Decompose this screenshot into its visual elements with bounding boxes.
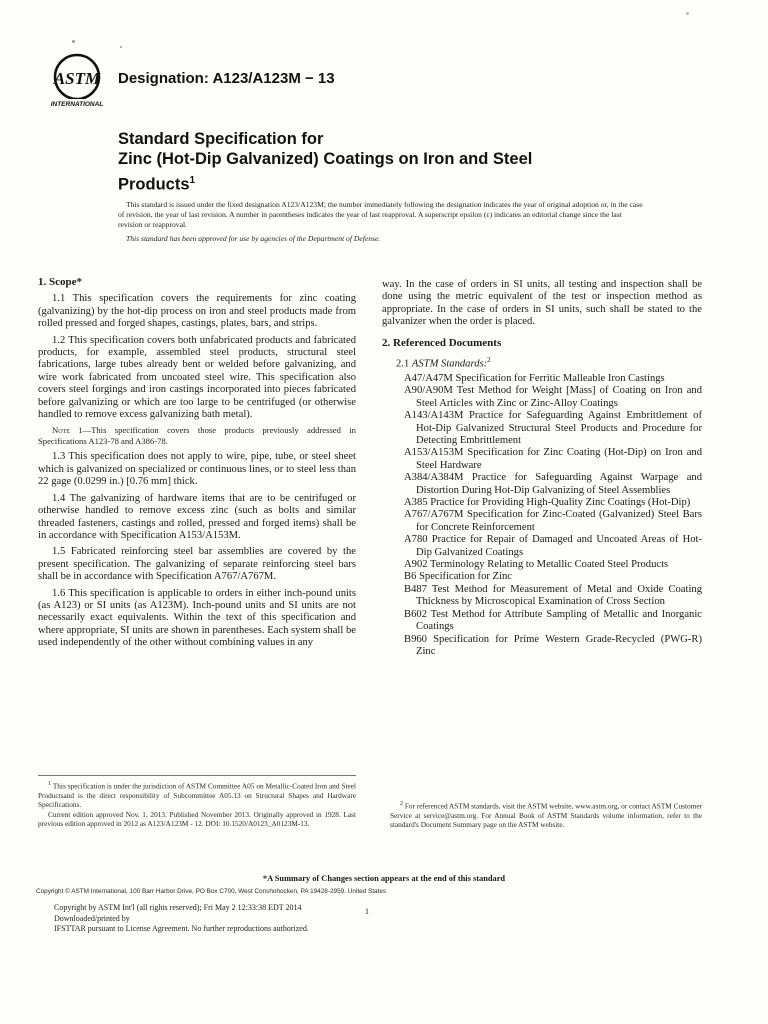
reference-item: A384/A384M Practice for Safeguarding Against Warpage and Distortion During Hot-Dip Galvanizing of Steel Assemblies — [404, 472, 702, 496]
scan-speck — [72, 40, 75, 43]
note-1-text: —This specification covers those products previously addressed in Specifications A123-78 and A386-78. — [38, 425, 356, 446]
reference-item: A47/A47M Specification for Ferritic Malleable Iron Castings — [404, 372, 665, 384]
reference-item: A767/A767M Specification for Zinc-Coated (Galvanized) Steel Bars for Concrete Reinforcement — [404, 509, 702, 533]
document-title — [118, 130, 678, 196]
download-stamp — [54, 903, 554, 935]
reference-item: A902 Terminology Relating to Metallic Coated Steel Products — [404, 559, 669, 571]
download-line-2: Downloaded/printed by — [54, 913, 130, 923]
reference-item: A90/A90M Test Method for Weight [Mass] of Coating on Iron and Steel Articles with Zinc or Zinc-Alloy Coatings — [404, 385, 702, 409]
reference-item: A143/A143M Practice for Safeguarding Against Embrittlement of Hot-Dip Galvanized Structural Steel Products and Procedure for Detecting Embrittlement — [404, 410, 702, 446]
summary-of-changes-notice: *A Summary of Changes section appears at the end of this standard — [262, 874, 506, 883]
paragraph-1-6-continued: way. In the case of orders in SI units, all testing and inspection shall be done using the metric equivalent of the test or inspection method as appropriate. In the case of orders in SI units, such shall be stated to the galvanizer when the order is placed. — [382, 279, 702, 328]
download-line-1: Copyright by ASTM Int'l (all rights reserved); Fri May 2 12:33:38 EDT 2014 — [54, 903, 302, 912]
logo-subtext: INTERNATIONAL — [50, 101, 104, 108]
paragraph-1-3: 1.3 This specification does not apply to wire, pipe, tube, or steel sheet which is galvanized on specialized or continuous lines, or to steel less than 22 gage (0.0299 in.) [0.76 mm] thick. — [38, 451, 356, 488]
approval-note: This standard has been approved for use by agencies of the Department of Defense. — [126, 234, 381, 243]
logo-text: ASTM — [53, 69, 101, 88]
designation: Designation: A123/A123M − 13 — [118, 70, 335, 87]
title-line-3 — [118, 170, 678, 196]
note-1-label: Note 1 — [52, 425, 83, 436]
subsection-label: ASTM Standards: — [411, 358, 488, 370]
download-line-3: IFSTTAR pursuant to License Agreement. No further reproductions authorized. — [54, 924, 309, 933]
right-column — [382, 279, 702, 658]
footnote-2-body: For referenced ASTM standards, visit the ASTM website, www.astm.org, or contact ASTM Customer Service at service@astm.org. For Annual Book of ASTM Standards volume information, refer to the standard's Document Summary page on the ASTM website. — [390, 801, 702, 830]
scan-speck — [686, 12, 689, 15]
footnote-2-text: $^2$ For referenced ASTM standards, visit the ASTM website, www.astm.org, or contact ASTM Customer Service at service@astm.org. For Annual Book of ASTM Standards volume information, refer to the standard's Document Summary page on the ASTM website. — [390, 801, 702, 830]
reference-item: A780 Practice for Repair of Damaged and Uncoated Areas of Hot-Dip Galvanized Coatings — [404, 534, 702, 558]
reference-item: A385 Practice for Providing High-Quality Zinc Coatings (Hot-Dip) — [404, 497, 691, 509]
subsection-footnote-mark: 2 — [487, 356, 491, 365]
title-line-3-text: Products — [118, 175, 190, 194]
issue-note: This standard is issued under the fixed designation A123/A123M; the number immediately following the designation indicates the year of original adoption or, in the case of revision, the year of last revision. A number in parentheses indicates the year of last reapproval. A superscript epsilon (ε) indicates an editorial change since the last revision or reapproval. — [118, 200, 643, 229]
title-line-2: Zinc (Hot-Dip Galvanized) Coatings on Iron and Steel — [118, 150, 533, 168]
reference-item: B960 Specification for Prime Western Grade-Recycled (PWG-R) Zinc — [404, 633, 702, 657]
paragraph-1-2: 1.2 This specification covers both unfabricated products and fabricated products, for example, assembled steel products, structural steel fabrications, large tubes already bent or welded before galvanizing, and wire work fabricated from uncoated steel wire. This specification also covers steel forgings and iron castings incorporated into pieces fabricated before galvanizing or which are too large to be centrifuged (or otherwise handled to remove excess galvanizing bath metal). — [38, 334, 356, 421]
title-line-1: Standard Specification for — [118, 130, 324, 148]
footnote-2 — [390, 800, 702, 830]
issue-statement — [118, 200, 648, 244]
scan-speck — [120, 46, 122, 48]
page-number: 1 — [365, 907, 369, 916]
reference-item: B487 Test Method for Measurement of Metal and Oxide Coating Thickness by Microscopical Examination of Cross Section — [404, 583, 702, 608]
paragraph-1-1: 1.1 This specification covers the requirements for zinc coating (galvanizing) by the hot-dip process on iron and steel products made from rolled pressed and forged shapes, castings, plates, bars, and strips. — [38, 293, 356, 330]
astm-logo — [44, 52, 110, 110]
reference-list — [382, 373, 702, 658]
footnote-1-jurisdiction: $^1$ This specification is under the jurisdiction of ASTM Committee A05 on Metallic-Coated Iron and Steel Productsand is the direct responsibility of Subcommittee A05.13 on Structural Shapes and Hardware Specifications. — [38, 781, 356, 810]
section-heading-scope: 1. Scope* — [38, 276, 82, 288]
paragraph-1-6: 1.6 This specification is applicable to orders in either inch-pound units (as A123) or SI units (as A123M). Inch-pound units and SI units are not necessarily exact equivalents. Within the text of this specification and where appropriate, SI units are shown in parentheses. Each system shall be used independently of the other without combining values in any — [38, 587, 356, 649]
footnote-1 — [38, 775, 356, 828]
astm-logo-mark — [44, 52, 110, 110]
paragraph-1-5: 1.5 Fabricated reinforcing steel bar assemblies are covered by the present specification. The galvanizing of separate reinforcing steel bars shall be in accordance with Specification A767/A767M. — [38, 546, 356, 583]
copyright-line: Copyright © ASTM International, 100 Barr Harbor Drive, PO Box C700, West Conshohocken, PA 19428-2959. United States — [36, 888, 387, 895]
reference-item: A153/A153M Specification for Zinc Coating (Hot-Dip) on Iron and Steel Hardware — [404, 447, 702, 471]
footnote-1-edition: Current edition approved Nov. 1, 2013. Published November 2013. Originally approved in 1928. Last previous edition approved in 2012 as A123/A123M - 12. DOI: 10.1520/A0123_A0123M-13. — [38, 809, 356, 829]
paragraph-1-4: 1.4 The galvanizing of hardware items that are to be centrifuged or otherwise handled to remove excess zinc (such as bolts and similar threaded fasteners, castings and rolled, pressed and forged items) shall be in accordance with Specification A153/A153M. — [38, 492, 356, 541]
left-column — [38, 276, 356, 654]
note-1 — [38, 425, 356, 446]
section-heading-referenced-documents: 2. Referenced Documents — [382, 336, 502, 349]
subsection-number: 2.1 — [396, 358, 410, 370]
footnote-1-jurisdiction-text: This specification is under the jurisdiction of ASTM Committee A05 on Metallic-Coated Iron and Steel Productsand is the direct responsibility of Subcommittee A05.13 on Structural Shapes and Hardware Specifications. — [38, 781, 356, 810]
reference-item: B602 Test Method for Attribute Sampling of Metallic and Inorganic Coatings — [404, 608, 702, 633]
astm-standards-subheading — [382, 354, 702, 371]
title-footnote-mark: 1 — [189, 175, 196, 186]
reference-item: B6 Specification for Zinc — [404, 571, 512, 583]
